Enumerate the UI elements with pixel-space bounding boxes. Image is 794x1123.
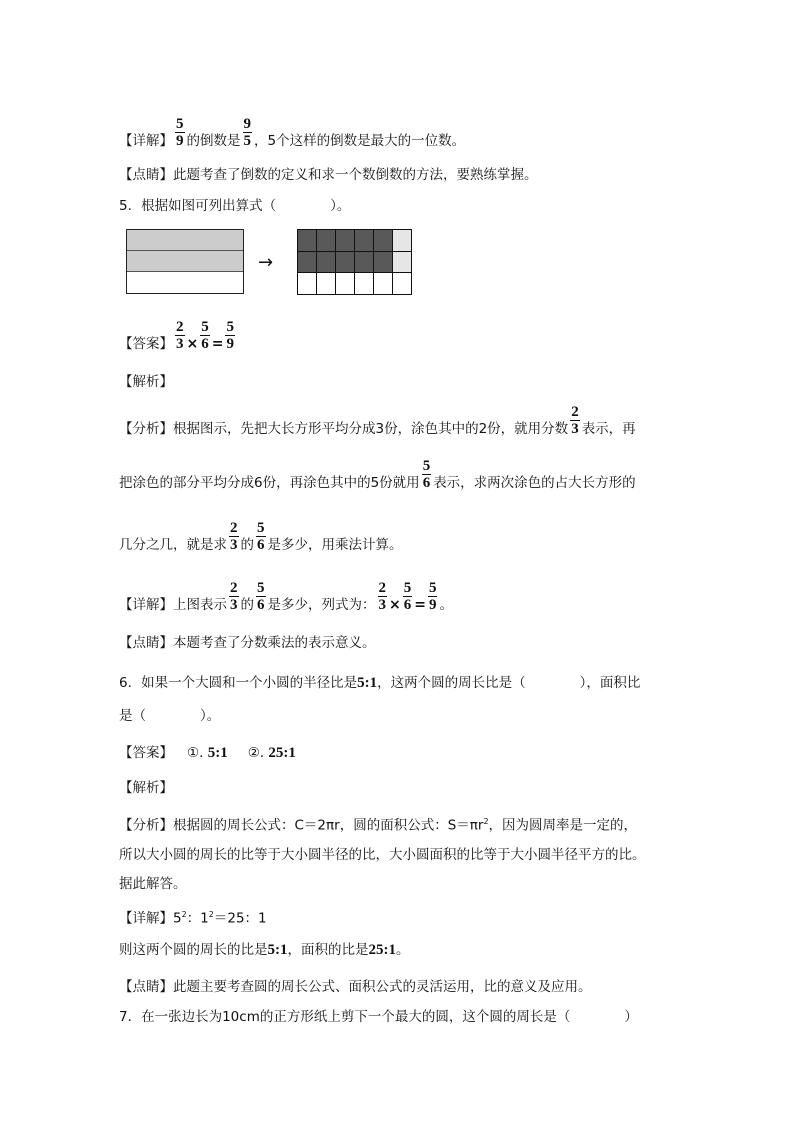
grid-cell — [316, 229, 336, 252]
text: 25:1 — [268, 745, 296, 761]
q5-analysis-3 — [119, 520, 403, 554]
grid-cell — [354, 251, 374, 274]
text: 3 — [571, 421, 579, 437]
grid-cell — [373, 251, 393, 274]
fraction — [225, 319, 235, 352]
q6-question-1 — [119, 674, 640, 692]
text: ①. — [187, 745, 204, 761]
grid-cell — [316, 272, 336, 295]
text: 5:1 — [207, 745, 228, 761]
text: ＝25：1 — [213, 910, 267, 927]
grid-cell — [373, 272, 393, 295]
text: × — [389, 597, 401, 613]
text: 的 — [240, 537, 254, 553]
figure-bar — [126, 229, 244, 294]
fraction — [229, 580, 239, 613]
text: 5 — [243, 133, 251, 149]
fraction — [175, 116, 185, 149]
text: 是多少，用乘法计算。 — [267, 537, 403, 553]
fraction — [256, 520, 266, 553]
text: ：1 — [186, 910, 209, 927]
q6-result — [119, 941, 410, 959]
text: 是多少，列式为： — [267, 597, 376, 613]
text: ，5个这样的倒数是最大的一位数。 — [254, 133, 466, 149]
text: 5 — [226, 319, 234, 335]
text: 9 — [428, 597, 437, 613]
fraction — [422, 458, 432, 491]
fraction — [256, 580, 266, 613]
grid-cell — [297, 272, 317, 295]
text: 25:1 — [368, 942, 396, 958]
q6-question-2: 是（ ）。 — [119, 708, 221, 724]
grid-cell — [354, 272, 374, 295]
text: 6 — [403, 597, 412, 613]
text: 6．如果一个大圆和一个小圆的半径比是 — [119, 675, 358, 691]
text: 的 — [240, 597, 254, 613]
q7-question: 7．在一张边长为10cm的正方形纸上剪下一个最大的圆，这个圆的周长是（ ） — [119, 1009, 638, 1025]
text: 则这两个圆的周长的比是 — [119, 942, 268, 958]
fraction — [229, 520, 239, 553]
q4-detail — [119, 116, 465, 150]
grid-cell — [392, 272, 412, 295]
arrow-icon: → — [258, 252, 274, 273]
text: 9 — [243, 116, 251, 132]
text: 2 — [378, 580, 386, 596]
fraction — [378, 580, 388, 613]
text: 5:1 — [357, 675, 378, 691]
grid-cell — [297, 229, 317, 252]
text: 5 — [176, 116, 184, 132]
text: 5 — [403, 580, 412, 596]
fraction — [175, 319, 185, 352]
text: 2 — [208, 910, 214, 919]
text: 2 — [571, 404, 579, 420]
q5-detail — [119, 580, 453, 614]
text: 2 — [230, 520, 238, 536]
text: 6 — [201, 336, 209, 352]
q5-question: 5．根据如图可列出算式（ ）。 — [119, 198, 351, 214]
text: 6 — [257, 537, 265, 553]
text: 2 — [181, 910, 187, 919]
text: = — [211, 336, 224, 352]
q4-point: 【点睛】此题考查了倒数的定义和求一个数倒数的方法，要熟练掌握。 — [119, 167, 538, 183]
label: 【详解】 — [119, 133, 173, 149]
text: 3 — [176, 336, 184, 352]
text: 。 — [396, 942, 410, 958]
grid-cell — [297, 251, 317, 274]
text: 的倒数是 — [186, 133, 241, 149]
q6-analysis-1 — [119, 813, 637, 835]
text: 【分析】根据图示，先把大长方形平均分成3份，涂色其中的2份，就用分数 — [119, 421, 569, 437]
text: 。 — [439, 597, 453, 613]
text: 2 — [483, 817, 489, 826]
text: ，这两个圆的周长比是（ ），面积比 — [377, 675, 641, 691]
grid-cell — [316, 251, 336, 274]
fraction — [243, 116, 253, 149]
text: 5:1 — [267, 942, 288, 958]
q6-answer — [119, 744, 296, 762]
text: 表示，求两次涂色的占大长方形的 — [433, 475, 636, 491]
text: 9 — [226, 336, 234, 352]
grid-cell — [392, 251, 412, 274]
q5-answer — [119, 319, 237, 353]
q5-analysis-2 — [119, 458, 636, 492]
grid-cell — [354, 229, 374, 252]
text: 表示，再 — [581, 421, 636, 437]
grid-cell — [373, 229, 393, 252]
q6-analysis-2: 所以大小圆的周长的比等于大小圆半径的比，大小圆面积的比等于大小圆半径平方的比。 — [119, 847, 646, 863]
q6-point: 【点睛】此题主要考查圆的周长公式、面积公式的灵活运用，比的意义及应用。 — [119, 979, 592, 995]
text: 6 — [257, 597, 265, 613]
text: 把涂色的部分平均分成6份，再涂色其中的5份就用 — [119, 475, 420, 491]
grid-cell — [335, 229, 355, 252]
text: × — [186, 336, 199, 352]
text: 【详解】5 — [119, 910, 182, 927]
q5-analysis-label: 【解析】 — [119, 374, 173, 390]
text: 3 — [230, 597, 238, 613]
text: ②. — [247, 745, 265, 761]
q6-detail — [119, 906, 267, 928]
text: ，因为圆周率是一定的， — [488, 817, 638, 834]
text: 5 — [201, 319, 209, 335]
grid-cell — [335, 251, 355, 274]
text: 2 — [230, 580, 238, 596]
text: 5 — [422, 458, 431, 474]
label: 【答案】 — [119, 336, 173, 352]
text: = — [414, 597, 426, 613]
text: 【详解】上图表示 — [119, 597, 227, 613]
fraction — [570, 404, 580, 437]
text: 9 — [176, 133, 184, 149]
fraction — [403, 580, 413, 613]
text: 3 — [378, 597, 386, 613]
grid-cell — [335, 272, 355, 295]
text: ，面积的比是 — [287, 942, 369, 958]
text: 3 — [230, 537, 238, 553]
text: 6 — [422, 475, 431, 491]
fraction — [428, 580, 438, 613]
q5-point: 【点睛】本题考查了分数乘法的表示意义。 — [119, 635, 376, 651]
figure-grid — [297, 229, 411, 294]
q6-analysis-label: 【解析】 — [119, 780, 173, 796]
text: 5 — [257, 580, 265, 596]
text: 2 — [176, 319, 184, 335]
text: 【分析】根据圆的周长公式：C＝2πr，圆的面积公式：S＝πr — [119, 817, 484, 834]
grid-cell — [392, 229, 412, 252]
fraction — [200, 319, 210, 352]
text: 【答案】 — [119, 745, 173, 761]
q6-analysis-3: 据此解答。 — [119, 876, 187, 892]
q5-analysis-1 — [119, 404, 636, 438]
text: 5 — [428, 580, 437, 596]
text: 5 — [257, 520, 265, 536]
text: 几分之几，就是求 — [119, 537, 227, 553]
